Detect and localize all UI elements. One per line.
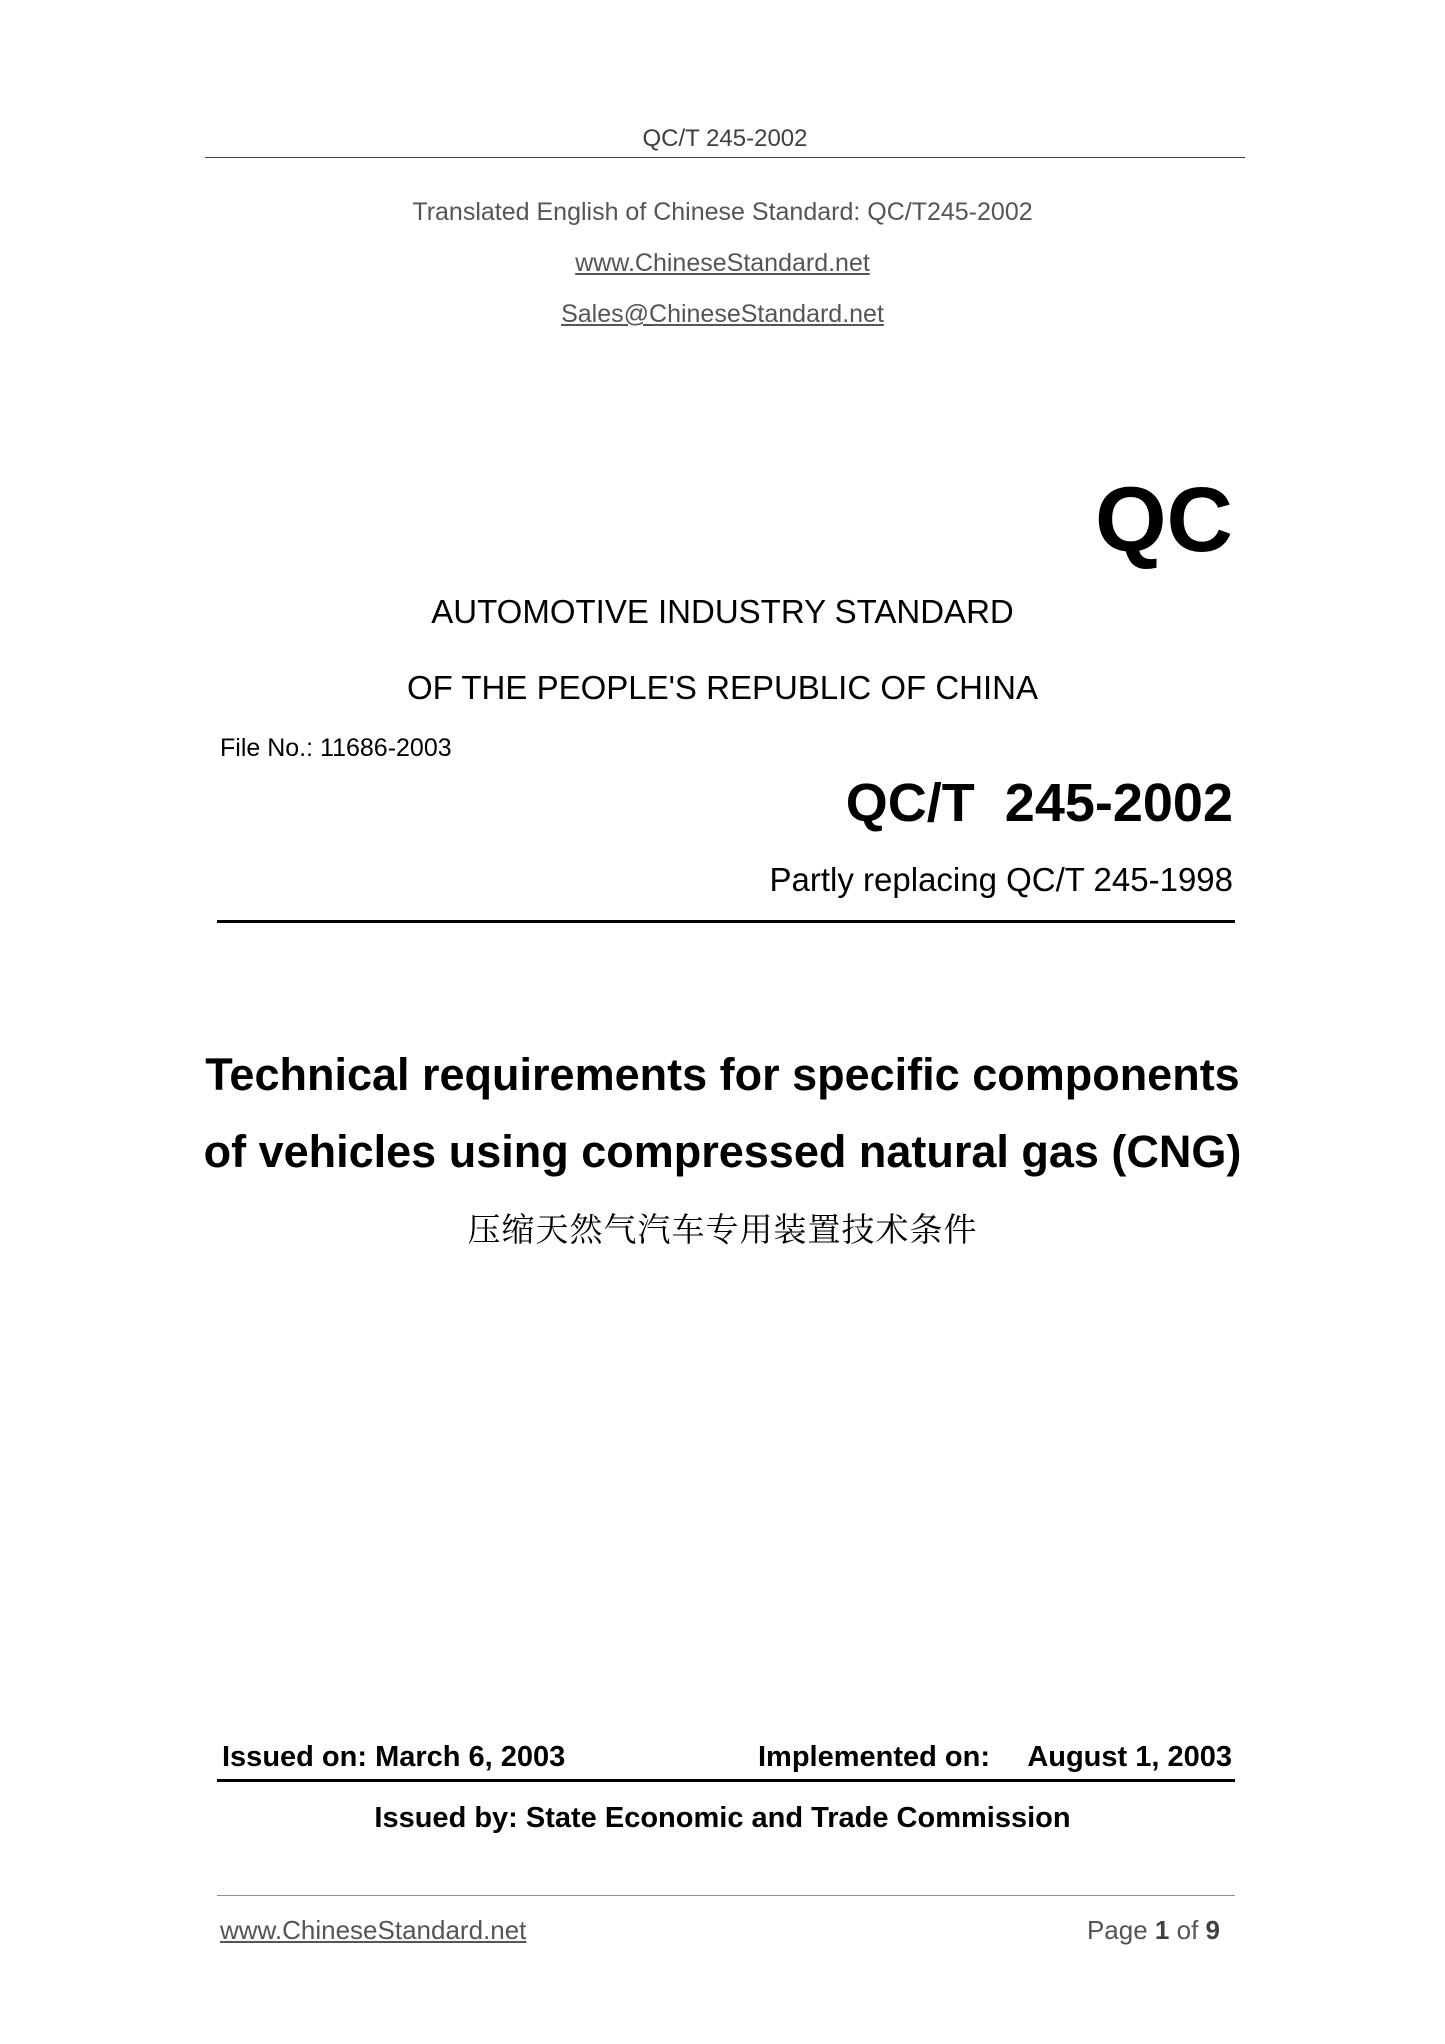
email-link[interactable]: Sales@ChineseStandard.net — [561, 300, 884, 328]
title-line-1: Technical requirements for specific components — [205, 1049, 1240, 1100]
issued-on: Issued on: March 6, 2003 — [222, 1741, 566, 1773]
website-link-container — [0, 247, 1445, 279]
footer-divider — [217, 1895, 1235, 1896]
org-line-2: OF THE PEOPLE'S REPUBLIC OF CHINA — [407, 669, 1038, 706]
footer-website-link[interactable]: www.ChineseStandard.net — [220, 1915, 527, 1945]
translation-note: Translated English of Chinese Standard: QC/T245-2002 — [412, 198, 1033, 226]
org-line-1: AUTOMOTIVE INDUSTRY STANDARD — [431, 593, 1014, 630]
header-divider — [205, 157, 1245, 158]
page-current: 1 — [1154, 1915, 1170, 1945]
chinese-title: 压缩天然气汽车专用装置技术条件 — [467, 1211, 978, 1248]
implemented-date: August 1, 2003 — [1027, 1741, 1232, 1773]
standard-mark: QC — [1095, 469, 1233, 571]
email-link-container — [0, 298, 1445, 330]
page-indicator — [1087, 1914, 1220, 1946]
issue-dates-row — [222, 1737, 1232, 1777]
title-divider — [217, 920, 1235, 923]
page-total: 9 — [1205, 1915, 1220, 1945]
issue-divider — [217, 1779, 1235, 1782]
page-of: of — [1169, 1915, 1206, 1945]
standard-number: QC/T 245-2002 — [845, 773, 1233, 833]
replacing-note: Partly replacing QC/T 245-1998 — [769, 861, 1233, 898]
issued-by: Issued by: State Economic and Trade Commission — [374, 1802, 1071, 1834]
implemented-label: Implemented on: — [758, 1741, 991, 1773]
website-link[interactable]: www.ChineseStandard.net — [575, 249, 870, 277]
page-prefix: Page — [1086, 1915, 1155, 1945]
file-number: File No.: 11686-2003 — [220, 734, 452, 762]
title-line-2: of vehicles using compressed natural gas (CNG) — [203, 1126, 1242, 1177]
running-header: QC/T 245-2002 — [642, 125, 808, 152]
